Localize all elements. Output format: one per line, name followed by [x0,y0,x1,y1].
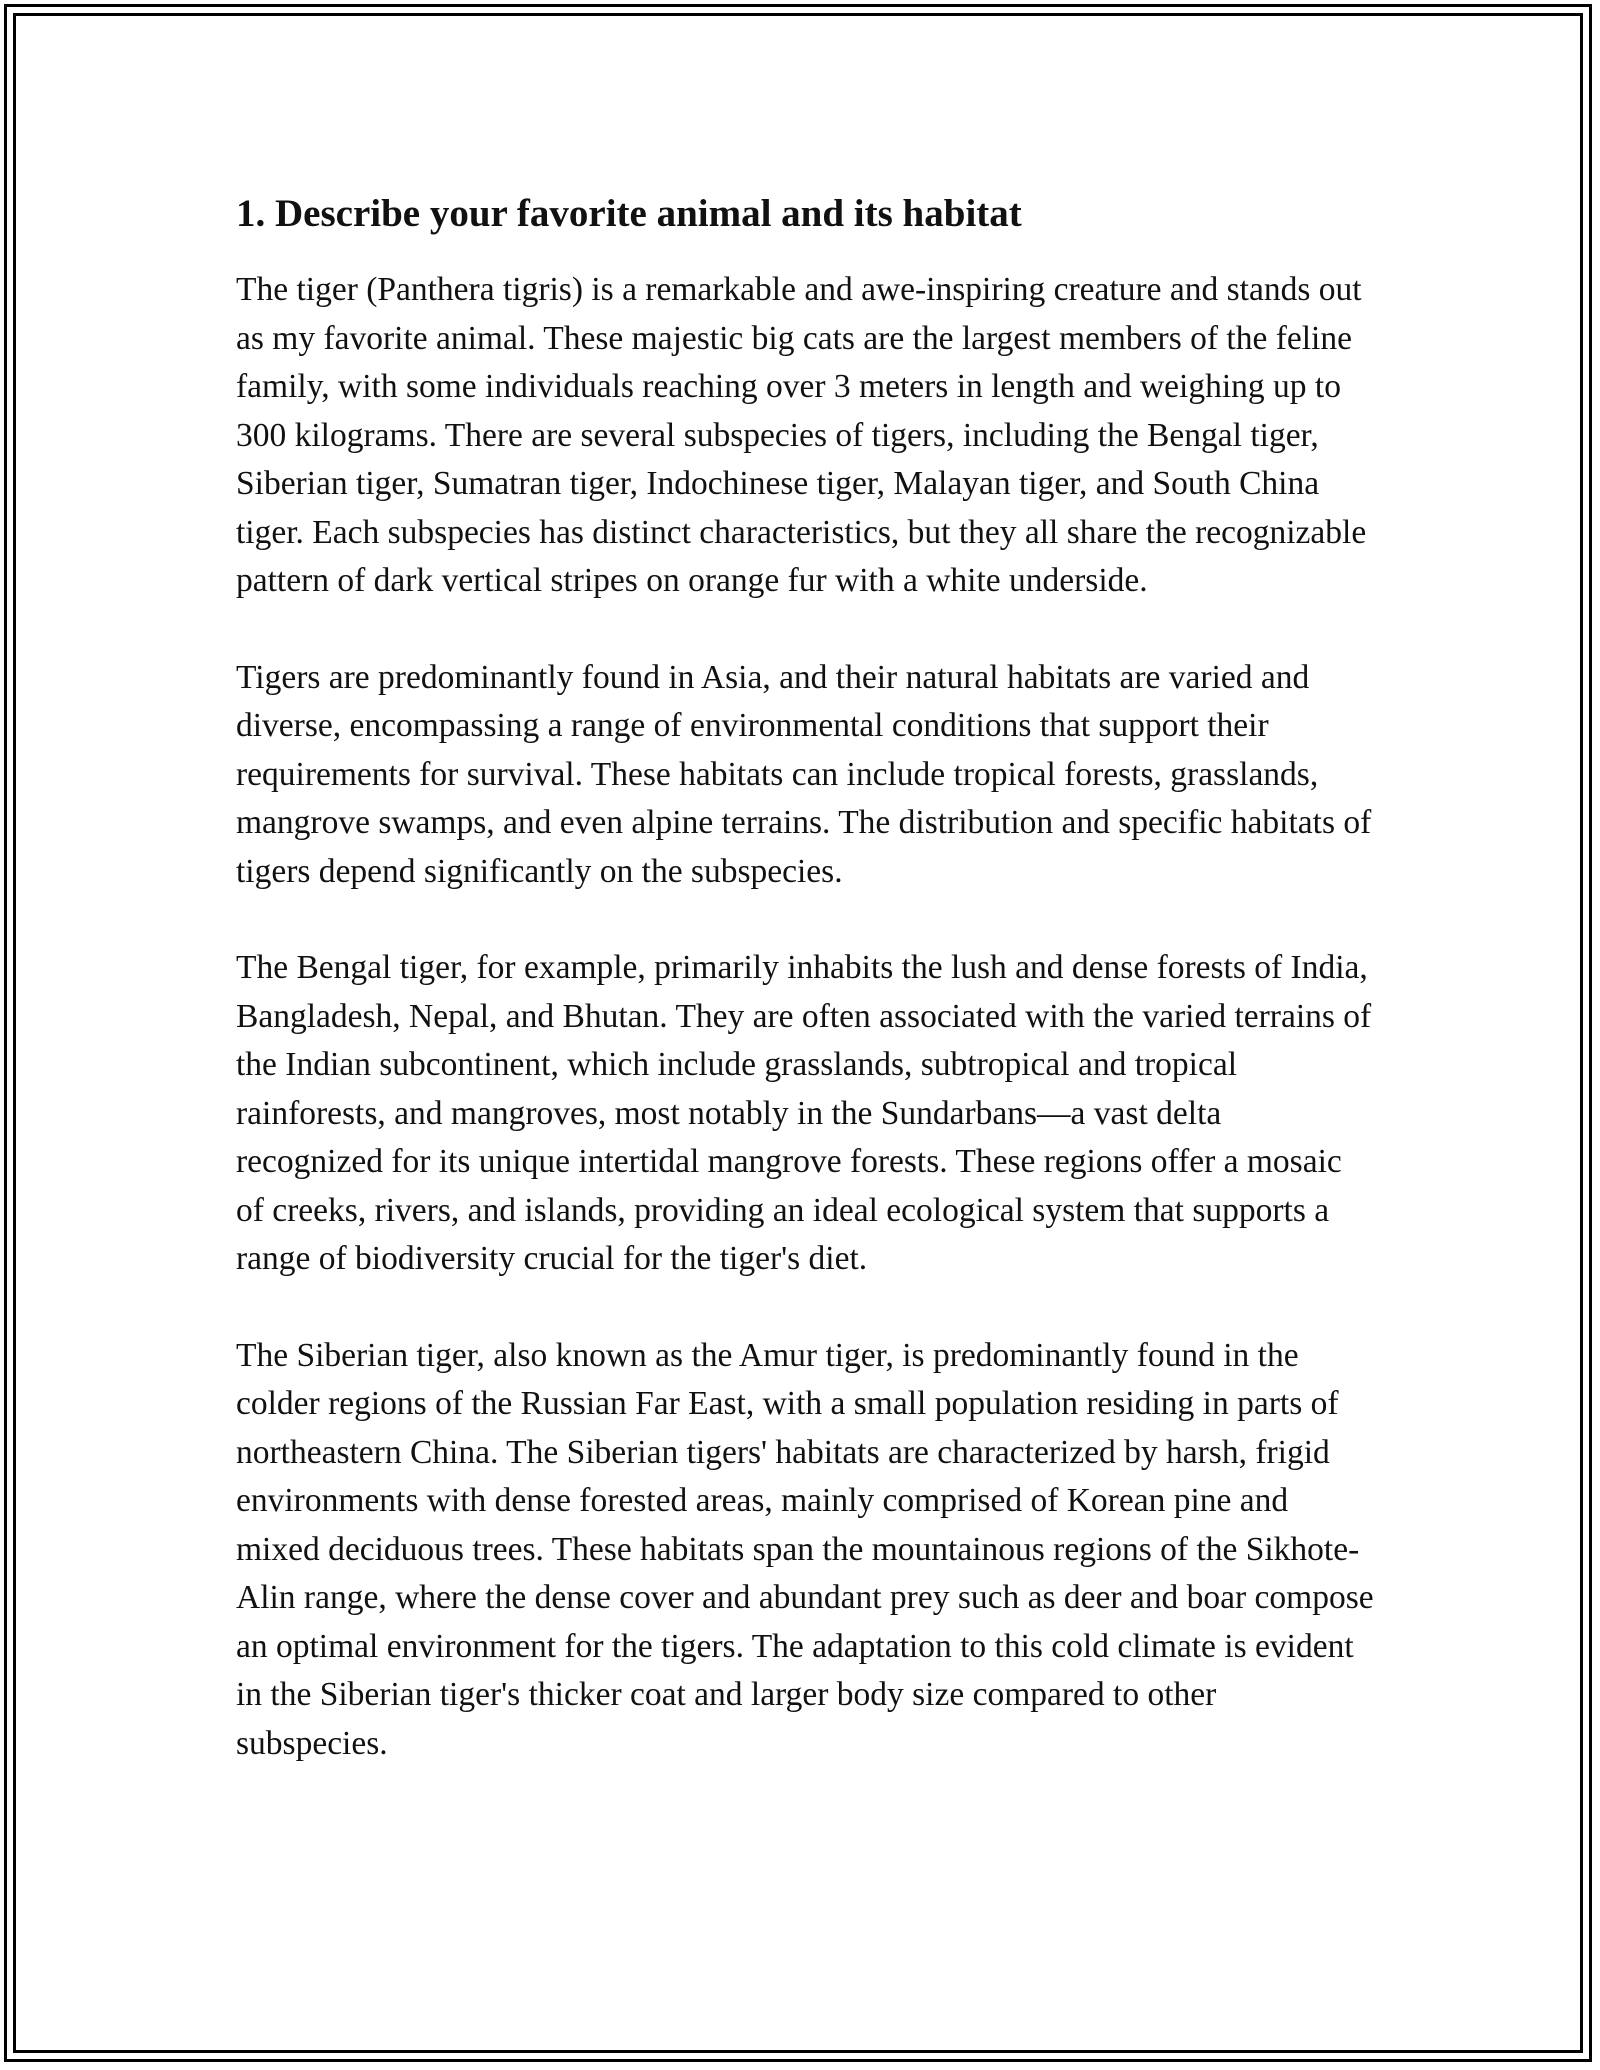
question-heading: 1. Describe your favorite animal and its habitat [236,192,1022,235]
paragraph-tiger-overview: The tiger (Panthera tigris) is a remarkable and awe-inspiring creature and stands out as my favorite animal. These majestic big cats are the largest members of the feline family, with some individuals reaching over 3 meters in length and weighing up to 300 kilograms. There are several subspecies of tigers, including the Bengal tiger, Siberian tiger, Sumatran tiger, Indochinese tiger, Malayan tiger, and South China tiger. Each subspecies has distinct characteristics, but they all share the recognizable pattern of dark vertical stripes on orange fur with a white underside. [236,271,1367,599]
paragraph-bengal-tiger: The Bengal tiger, for example, primarily inhabits the lush and dense forests of India, Bangladesh, Nepal, and Bhutan. They are often associated with the varied terrains of the Indian subcontinent, which include grasslands, subtropical and tropical rainforests, and mangroves, most notably in the Sundarbans—a vast delta recognized for its unique intertidal mangrove forests. These regions offer a mosaic of creeks, rivers, and islands, providing an ideal ecological system that supports a range of biodiversity crucial for the tiger's diet. [236,949,1372,1277]
paragraph-tiger-habitats: Tigers are predominantly found in Asia, and their natural habitats are varied and diverse, encompassing a range of environmental conditions that support their requirements for survival. These habitats can include tropical forests, grasslands, mangrove swamps, and even alpine terrains. The distribution and specific habitats of tigers depend significantly on the subspecies. [236,658,1372,890]
paragraph-siberian-tiger: The Siberian tiger, also known as the Amur tiger, is predominantly found in the colder regions of the Russian Far East, with a small population residing in parts of northeastern China. The Siberian tigers' habitats are characterized by harsh, frigid environments with dense forested areas, mainly comprised of Korean pine and mixed deciduous trees. These habitats span the mountainous regions of the Sikhote-Alin range, where the dense cover and abundant prey such as deer and boar compose an optimal environment for the tigers. The adaptation to this cold climate is evident in the Siberian tiger's thicker coat and larger body size compared to other subspecies. [236,1336,1374,1762]
document-body [236,186,1376,1816]
